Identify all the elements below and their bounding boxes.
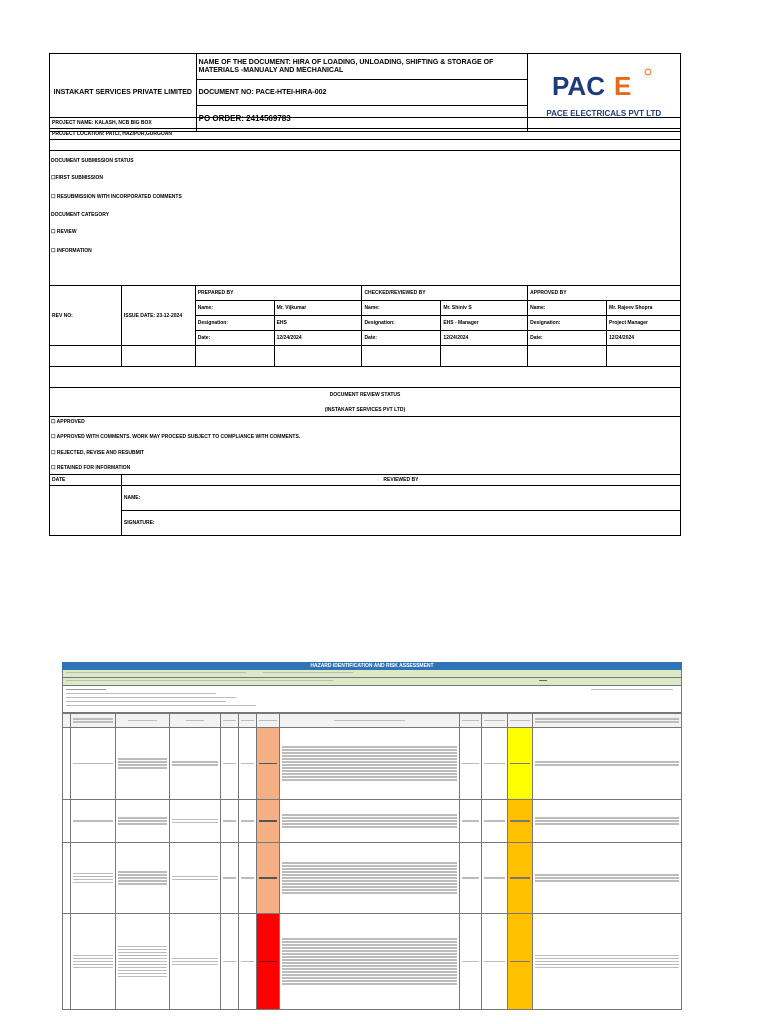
name-label: Name:: [362, 301, 441, 316]
document-name: NAME OF THE DOCUMENT: HIRA OF LOADING, UNLOADING, SHIFTING & STORAGE OF MATERIALS -MANUALY AND MECHANICAL: [196, 54, 527, 80]
hira-row: [63, 800, 682, 843]
hira-row: [63, 843, 682, 914]
date-column-title: DATE: [50, 475, 122, 486]
designation-label: Designation:: [362, 316, 441, 331]
checked-designation: EHS - Manager: [441, 316, 528, 331]
checkbox-information[interactable]: ☐ INFORMATION: [51, 248, 92, 254]
hira-title: HAZARD IDENTIFICATION AND RISK ASSESSMENT: [62, 662, 682, 670]
risk-rating-high: [256, 914, 279, 1010]
logo-company-name: PACE ELECTRICALS PVT LTD: [546, 108, 662, 118]
checkbox-review[interactable]: ☐ REVIEW: [51, 229, 77, 235]
review-options: [50, 417, 681, 475]
rev-no-label: REV NO:: [50, 286, 122, 346]
checkbox-approved-with-comments[interactable]: ☐ APPROVED WITH COMMENTS. WORK MAY PROCEED SUBJECT TO COMPLIANCE WITH COMMENTS.: [51, 434, 301, 440]
submission-form: [49, 117, 681, 536]
name-label: Name:: [195, 301, 274, 316]
checked-name: Mr. Shiniv S: [441, 301, 528, 316]
prepared-designation: EHS: [274, 316, 362, 331]
submission-status-title: DOCUMENT SUBMISSION STATUS: [51, 158, 134, 164]
reviewer-name-label: NAME:: [121, 486, 680, 511]
risk-rating-substantial: [256, 843, 279, 914]
checkbox-resubmission[interactable]: ☐ RESUBMISSION WITH INCORPORATED COMMENTS: [51, 194, 182, 200]
approved-designation: Project Manager: [607, 316, 681, 331]
project-name: PROJECT NAME: KALASH, NCB BIG BOX: [50, 118, 681, 129]
designation-label: Designation:: [528, 316, 607, 331]
checkbox-retained[interactable]: ☐ RETAINED FOR INFORMATION: [51, 465, 131, 471]
name-label: Name:: [528, 301, 607, 316]
checkbox-rejected[interactable]: ☐ REJECTED, REVISE AND RESUBMIT: [51, 450, 145, 456]
company-name: INSTAKART SERVICES PRIVATE LIMITED: [50, 54, 197, 132]
checked-date: 12/24/2024: [441, 331, 528, 346]
prepared-by-title: PREPARED BY: [195, 286, 362, 301]
hira-row: [63, 728, 682, 800]
status-panel: [50, 151, 681, 286]
residual-risk-moderate: [508, 843, 533, 914]
project-location: PROJECT LOCATION: PATLI, HAZIPUR,GURGOAN: [50, 129, 681, 140]
review-status-subtitle: (INSTAKART SERVICES PVT LTD): [324, 406, 406, 413]
document-category-title: DOCUMENT CATEGORY: [51, 212, 110, 218]
prepared-date: 12/24/2024: [274, 331, 362, 346]
risk-rating-substantial: [256, 800, 279, 843]
residual-risk-moderate: [508, 914, 533, 1010]
prepared-name: Mr. Vijkumar: [274, 301, 362, 316]
checked-by-title: CHECKED/REVIEWED BY: [362, 286, 528, 301]
approved-date: 12/24/2024: [607, 331, 681, 346]
svg-text:PAC: PAC: [551, 70, 605, 101]
checkbox-first-submission[interactable]: ☐FIRST SUBMISSION: [51, 175, 103, 181]
risk-rating-substantial: [256, 728, 279, 800]
checkbox-approved[interactable]: ☐ APPROVED: [51, 419, 85, 425]
issue-date: ISSUE DATE: 23-12-2024: [121, 286, 195, 346]
hira-notes: [62, 686, 682, 713]
hira-info-bar: [62, 670, 682, 678]
svg-text:E: E: [613, 70, 631, 101]
hira-sheet: [62, 662, 682, 1010]
review-status-header: [50, 388, 681, 417]
po-order: PO ORDER: 2414569783: [196, 106, 527, 132]
pace-logo-icon: [548, 67, 658, 101]
document-number: DOCUMENT NO: PACE-HTEI-HIRA-002: [196, 80, 527, 106]
reviewer-signature-label: SIGNATURE:: [121, 511, 680, 536]
reviewed-by-title: REVIEWED BY: [121, 475, 680, 486]
approved-name: Mr. Rajeev Shopra: [607, 301, 681, 316]
hira-table: [62, 713, 682, 1010]
hira-row: [63, 914, 682, 1010]
date-label: Date:: [362, 331, 441, 346]
designation-label: Designation:: [195, 316, 274, 331]
date-label: Date:: [528, 331, 607, 346]
residual-risk-moderate: [508, 800, 533, 843]
date-label: Date:: [195, 331, 274, 346]
approved-by-title: APPROVED BY: [528, 286, 681, 301]
review-status-title: DOCUMENT REVIEW STATUS: [329, 391, 401, 398]
residual-risk-moderate: [508, 728, 533, 800]
